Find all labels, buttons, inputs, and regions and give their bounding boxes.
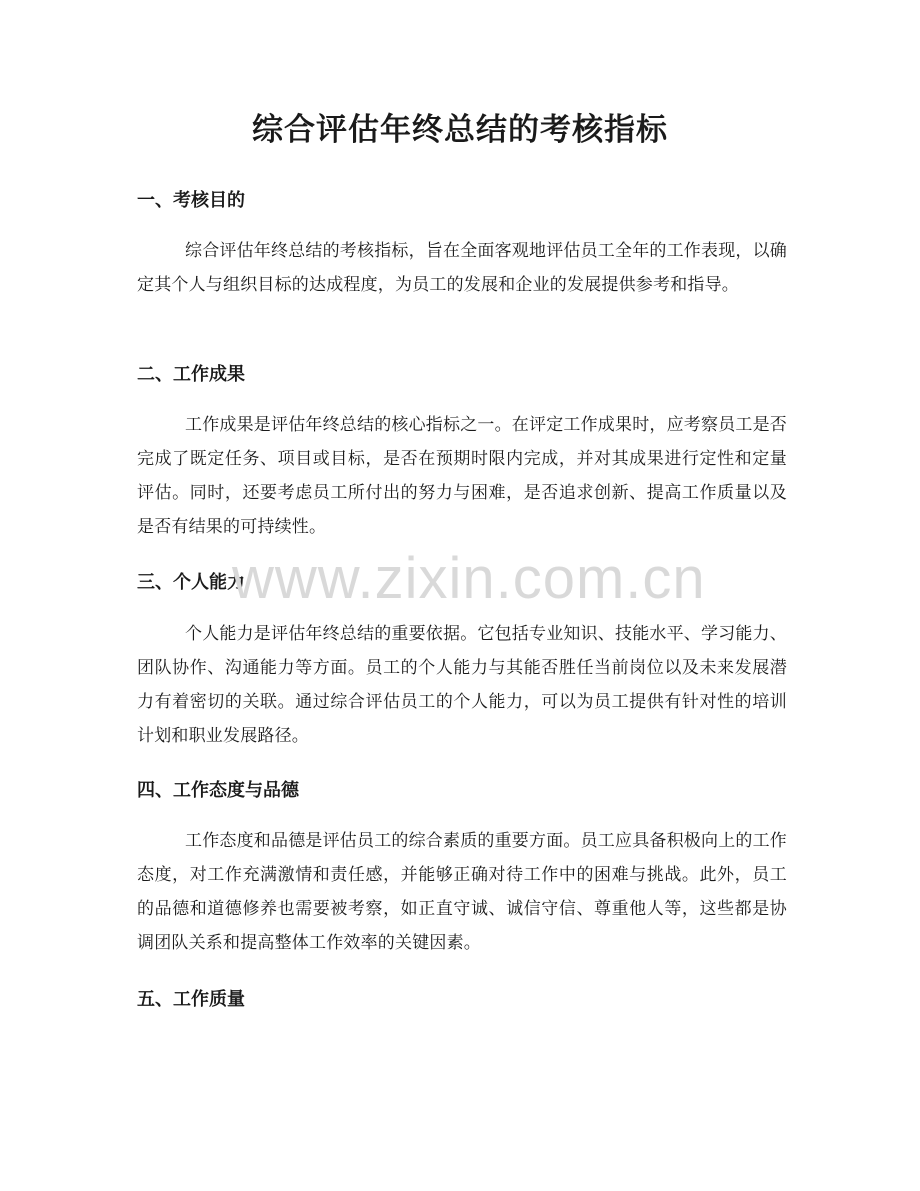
section-paragraph-work-results: 工作成果是评估年终总结的核心指标之一。在评定工作成果时，应考察员工是否完成了既定任务、项目或目标，是否在预期时限内完成，并对其成果进行定性和定量评估。同时，还要考虑员工所付出的努力与困难，是否追求创新、提高工作质量以及是否有结果的可持续性。 (137, 415, 787, 537)
section-heading-work-results: 二、工作成果 (137, 364, 245, 385)
section-heading-purpose: 一、考核目的 (137, 190, 245, 211)
section-heading-work-quality: 五、工作质量 (137, 989, 245, 1010)
section-paragraph-attitude-ethics: 工作态度和品德是评估员工的综合素质的重要方面。员工应具备积极向上的工作态度，对工作充满激情和责任感，并能够正确对待工作中的困难与挑战。此外，员工的品德和道德修养也需要被考察，如正直守诚、诚信守信、尊重他人等，这些都是协调团队关系和提高整体工作效率的关键因素。 (137, 831, 787, 953)
section-paragraph-purpose: 综合评估年终总结的考核指标，旨在全面客观地评估员工全年的工作表现，以确定其个人与组织目标的达成程度，为员工的发展和企业的发展提供参考和指导。 (137, 241, 787, 295)
watermark-text: www.zixin.com.cn (232, 546, 706, 611)
section-heading-attitude-ethics: 四、工作态度与品德 (137, 780, 299, 801)
section-heading-personal-ability: 三、个人能力 (137, 572, 245, 593)
section-paragraph-personal-ability: 个人能力是评估年终总结的重要依据。它包括专业知识、技能水平、学习能力、团队协作、沟通能力等方面。员工的个人能力与其能否胜任当前岗位以及未来发展潜力有着密切的关联。通过综合评估员工的个人能力，可以为员工提供有针对性的培训计划和职业发展路径。 (137, 624, 787, 746)
document-title: 综合评估年终总结的考核指标 (252, 112, 668, 148)
